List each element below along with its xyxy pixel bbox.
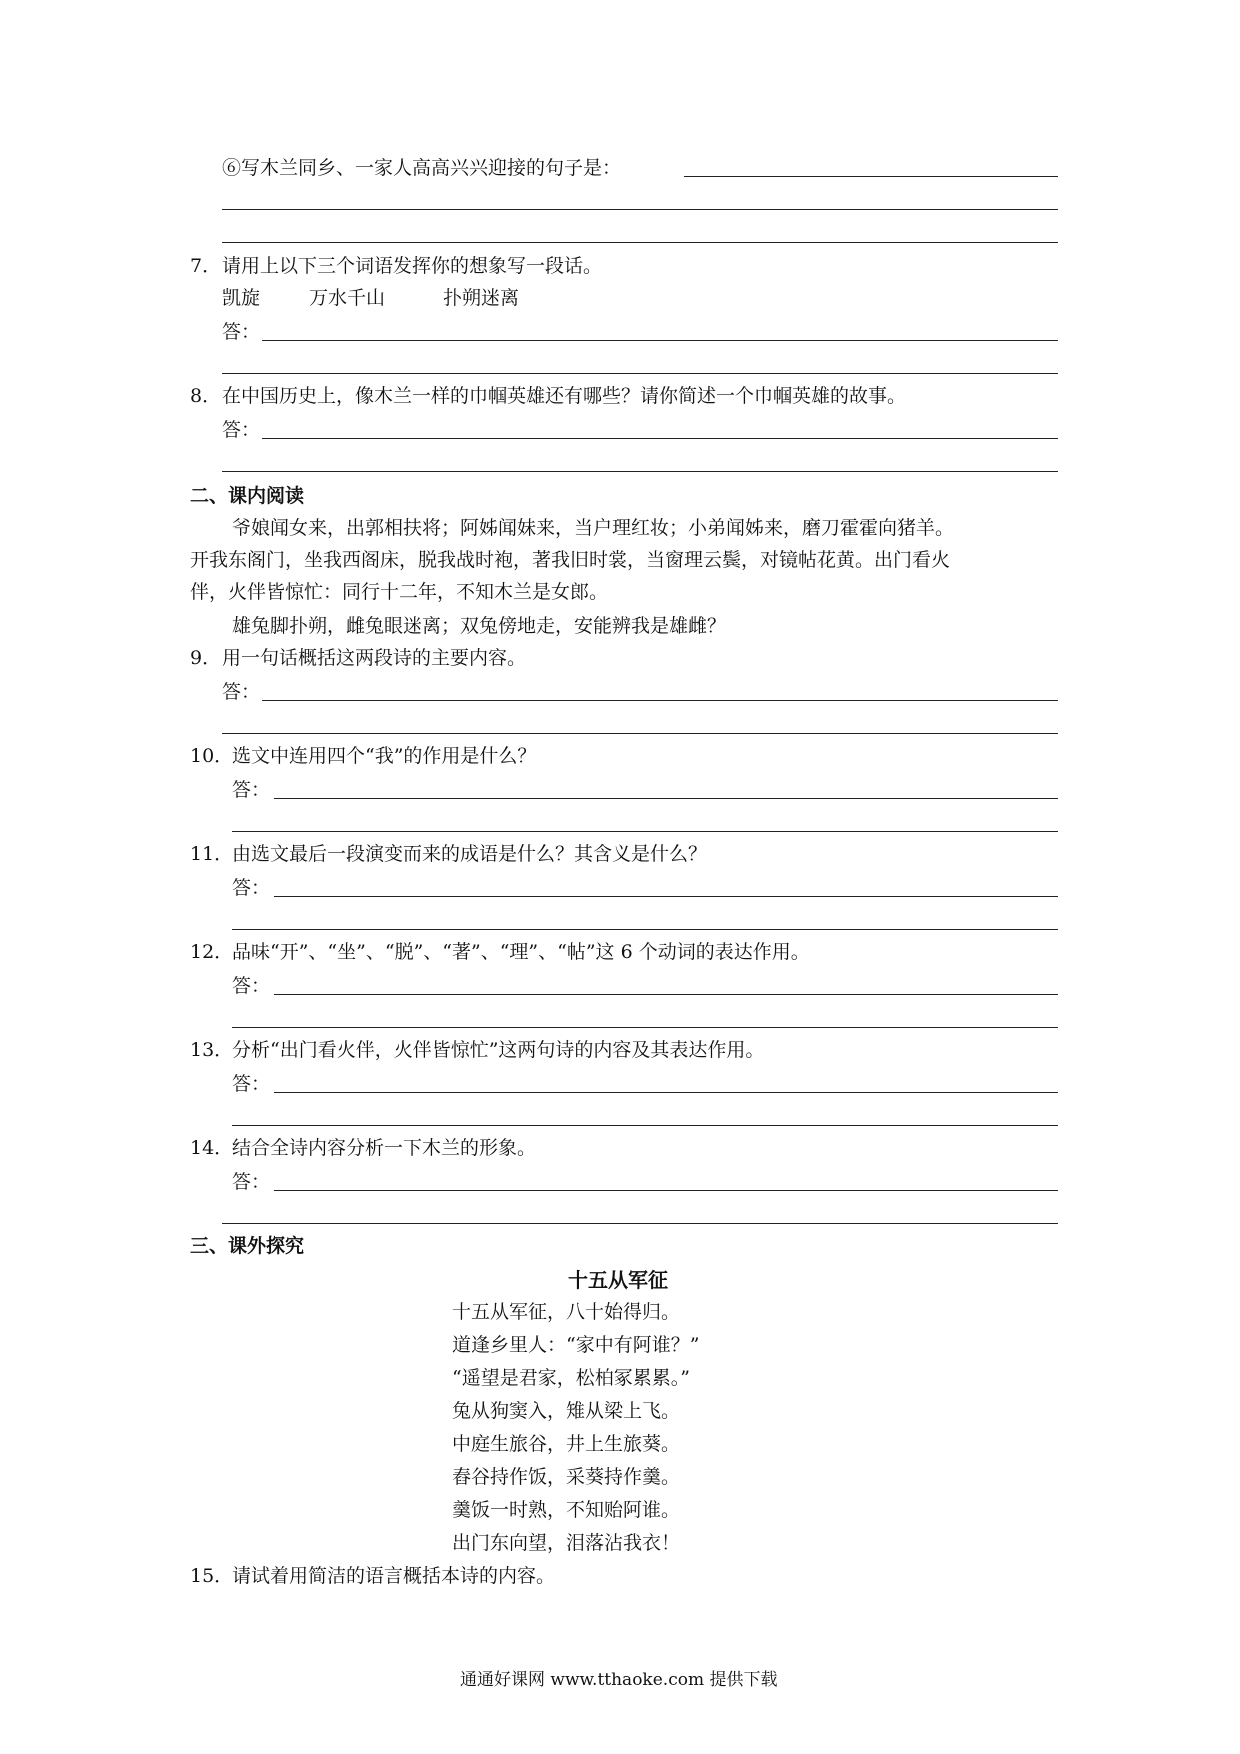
q13-text: 分析“出门看火伴，火伴皆惊忙”这两句诗的内容及其表达作用。 xyxy=(232,1039,765,1061)
poem-line-4: 兔从狗窦入，雉从梁上飞。 xyxy=(452,1400,681,1422)
poem-line-8: 出门东向望，泪落沾我衣！ xyxy=(452,1532,681,1554)
q11-answer-line-2[interactable] xyxy=(232,929,1058,930)
poem-title: 十五从军征 xyxy=(568,1268,668,1292)
q8-answer-line-2[interactable] xyxy=(222,471,1058,472)
poem-line-5: 中庭生旅谷，井上生旅葵。 xyxy=(452,1433,681,1455)
q15-text: 请试着用简洁的语言概括本诗的内容。 xyxy=(232,1565,556,1587)
passage-line-4: 雄兔脚扑朔，雌兔眼迷离；双兔傍地走，安能辨我是雄雌？ xyxy=(232,615,727,637)
q8-answer-label: 答： xyxy=(222,419,261,441)
q11-number: 11． xyxy=(190,843,234,865)
q13-answer-line-1[interactable] xyxy=(274,1092,1058,1093)
q11-text: 由选文最后一段演变而来的成语是什么？其含义是什么？ xyxy=(232,843,708,865)
q6-label: ⑥写木兰同乡、一家人高高兴兴迎接的句子是： xyxy=(222,157,622,179)
q6-answer-line-1[interactable] xyxy=(684,176,1058,177)
q10-number: 10． xyxy=(190,745,234,767)
q7-word-1: 凯旋 xyxy=(222,287,261,309)
q10-answer-line-2[interactable] xyxy=(232,831,1058,832)
q6-answer-line-3[interactable] xyxy=(222,242,1058,243)
q10-text: 选文中连用四个“我”的作用是什么？ xyxy=(232,745,537,767)
poem-line-1: 十五从军征，八十始得归。 xyxy=(452,1301,681,1323)
q13-answer-line-2[interactable] xyxy=(232,1125,1058,1126)
q7-word-2: 万水千山 xyxy=(309,287,386,309)
q6-answer-line-2[interactable] xyxy=(222,209,1058,210)
q10-answer-line-1[interactable] xyxy=(274,798,1058,799)
q8-answer-line-1[interactable] xyxy=(262,438,1058,439)
q12-text: 品味“开”、“坐”、“脱”、“著”、“理”、“帖”这 6 个动词的表达作用。 xyxy=(232,941,810,963)
section3-heading: 三、课外探究 xyxy=(190,1235,305,1257)
q12-answer-label: 答： xyxy=(232,975,271,997)
q7-word-3: 扑朔迷离 xyxy=(443,287,520,309)
q9-text: 用一句话概括这两段诗的主要内容。 xyxy=(222,647,527,669)
q14-text: 结合全诗内容分析一下木兰的形象。 xyxy=(232,1137,537,1159)
passage-line-1: 爷娘闻女来，出郭相扶将；阿姊闻妹来，当户理红妆；小弟闻姊来，磨刀霍霍向猪羊。 xyxy=(232,517,955,539)
q9-answer-line-2[interactable] xyxy=(222,733,1058,734)
q11-answer-label: 答： xyxy=(232,877,271,899)
passage-line-2: 开我东阁门，坐我西阁床，脱我战时袍，著我旧时裳，当窗理云鬓，对镜帖花黄。出门看火 xyxy=(190,549,951,571)
page-footer: 通通好课网 www.tthaoke.com 提供下载 xyxy=(460,1670,778,1690)
q9-number: 9． xyxy=(190,647,222,669)
q7-answer-line-1[interactable] xyxy=(262,340,1058,341)
q8-number: 8． xyxy=(190,385,222,407)
section2-heading: 二、课内阅读 xyxy=(190,485,305,507)
q7-text: 请用上以下三个词语发挥你的想象写一段话。 xyxy=(222,255,603,277)
q9-answer-line-1[interactable] xyxy=(262,700,1058,701)
q15-number: 15． xyxy=(190,1565,234,1587)
poem-line-6: 舂谷持作饭，采葵持作羹。 xyxy=(452,1466,681,1488)
q14-answer-line-2[interactable] xyxy=(222,1223,1058,1224)
poem-line-7: 羹饭一时熟，不知贻阿谁。 xyxy=(452,1499,681,1521)
q14-answer-line-1[interactable] xyxy=(274,1190,1058,1191)
q12-number: 12． xyxy=(190,941,234,963)
poem-line-3: “遥望是君家，松柏冢累累。” xyxy=(452,1367,690,1389)
q11-answer-line-1[interactable] xyxy=(274,896,1058,897)
q10-answer-label: 答： xyxy=(232,779,271,801)
q7-number: 7． xyxy=(190,255,222,277)
poem-line-2: 道逢乡里人：“家中有阿谁？” xyxy=(452,1334,700,1356)
q8-text: 在中国历史上，像木兰一样的巾帼英雄还有哪些？请你简述一个巾帼英雄的故事。 xyxy=(222,385,907,407)
q13-number: 13． xyxy=(190,1039,234,1061)
q9-answer-label: 答： xyxy=(222,681,261,703)
q12-answer-line-2[interactable] xyxy=(232,1027,1058,1028)
passage-line-3: 伴，火伴皆惊忙：同行十二年，不知木兰是女郎。 xyxy=(190,581,609,603)
q12-answer-line-1[interactable] xyxy=(274,994,1058,995)
q14-number: 14． xyxy=(190,1137,234,1159)
q7-answer-line-2[interactable] xyxy=(222,373,1058,374)
q7-answer-label: 答： xyxy=(222,321,261,343)
q13-answer-label: 答： xyxy=(232,1073,271,1095)
q14-answer-label: 答： xyxy=(232,1171,271,1193)
